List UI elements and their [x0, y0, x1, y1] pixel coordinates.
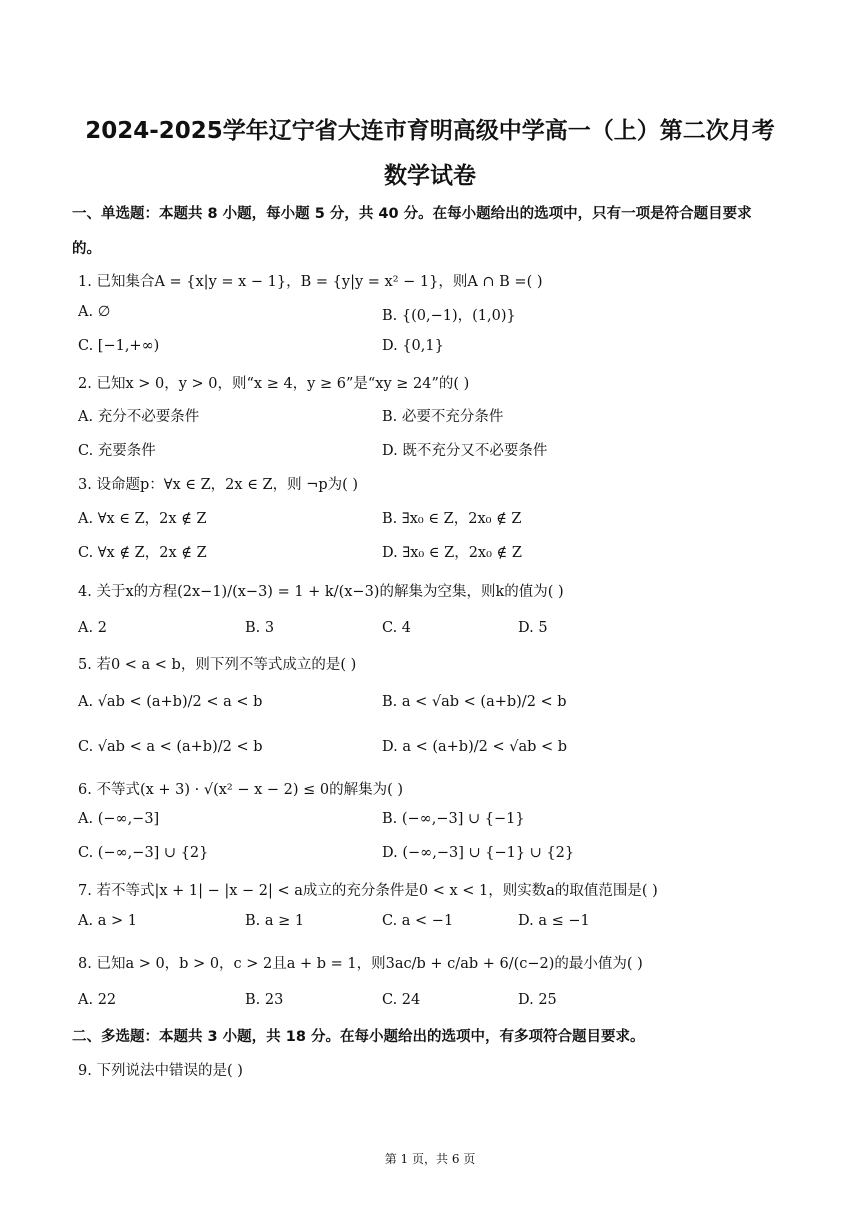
question-8-option-a: A. 22 [78, 992, 117, 1008]
paper-title-line1: 2024-2025学年辽宁省大连市育明高级中学高一（上）第二次月考 [85, 118, 775, 144]
question-3-stem: 3. 设命题p：∀x ∈ Z，2x ∈ Z，则 ¬p为( ) [78, 477, 359, 493]
question-6-option-a: A. (−∞,−3] [78, 811, 160, 827]
page-footer: 第 1 页，共 6 页 [384, 1152, 476, 1166]
question-5-option-d: D. a < (a+b)/2 < √ab < b [382, 739, 568, 755]
question-7-option-a: A. a > 1 [78, 913, 137, 929]
paper-title-line2: 数学试卷 [384, 163, 476, 189]
question-7-option-b: B. a ≥ 1 [245, 913, 305, 929]
question-1-option-c: C. [−1,+∞) [78, 338, 160, 354]
question-1-option-d: D. {0,1} [382, 338, 444, 354]
question-8-option-b: B. 23 [245, 992, 284, 1008]
question-8-option-c: C. 24 [382, 992, 421, 1008]
question-3-option-a: A. ∀x ∈ Z，2x ∉ Z [78, 511, 207, 527]
question-1-option-a: A. ∅ [78, 304, 111, 320]
question-1-option-b: B. {(0,−1)，(1,0)} [382, 308, 516, 324]
question-9-stem: 9. 下列说法中错误的是( ) [78, 1063, 243, 1079]
question-2-stem: 2. 已知x > 0，y > 0，则“x ≥ 4，y ≥ 6”是“xy ≥ 24”的( ) [78, 376, 470, 392]
question-5-option-a: A. √ab < (a+b)/2 < a < b [78, 694, 263, 710]
question-3-option-b: B. ∃x₀ ∈ Z，2x₀ ∉ Z [382, 511, 522, 527]
question-7-stem: 7. 若不等式|x + 1| − |x − 2| < a成立的充分条件是0 < x < 1，则实数a的取值范围是( ) [78, 883, 658, 899]
question-4-option-c: C. 4 [382, 620, 412, 636]
question-7-option-c: C. a < −1 [382, 913, 454, 929]
question-4-option-d: D. 5 [518, 620, 548, 636]
question-8-option-d: D. 25 [518, 992, 557, 1008]
question-4-option-b: B. 3 [245, 620, 275, 636]
question-2-option-b: B. 必要不充分条件 [382, 409, 504, 425]
section-heading-single-choice: 一、单选题：本题共 8 小题，每小题 5 分，共 40 分。在每小题给出的选项中，只有一项是符合题目要求 [72, 206, 752, 222]
section-heading-multiple-choice: 二、多选题：本题共 3 小题，共 18 分。在每小题给出的选项中，有多项符合题目要求。 [72, 1029, 645, 1045]
question-6-option-d: D. (−∞,−3] ∪ {−1} ∪ {2} [382, 845, 575, 861]
question-1-stem: 1. 已知集合A = {x|y = x − 1}，B = {y|y = x² − 1}，则A ∩ B =( ) [78, 274, 543, 290]
question-7-option-d: D. a ≤ −1 [518, 913, 590, 929]
question-5-option-c: C. √ab < a < (a+b)/2 < b [78, 739, 263, 755]
question-3-option-c: C. ∀x ∉ Z，2x ∉ Z [78, 545, 207, 561]
question-5-stem: 5. 若0 < a < b，则下列不等式成立的是( ) [78, 657, 357, 673]
question-5-option-b: B. a < √ab < (a+b)/2 < b [382, 694, 567, 710]
question-3-option-d: D. ∃x₀ ∈ Z，2x₀ ∉ Z [382, 545, 522, 561]
question-8-stem: 8. 已知a > 0，b > 0，c > 2且a + b = 1，则3ac/b + c/ab + 6/(c−2)的最小值为( ) [78, 956, 643, 972]
question-2-option-d: D. 既不充分又不必要条件 [382, 443, 548, 459]
question-6-option-c: C. (−∞,−3] ∪ {2} [78, 845, 209, 861]
question-2-option-c: C. 充要条件 [78, 443, 156, 459]
question-6-stem: 6. 不等式(x + 3) · √(x² − x − 2) ≤ 0的解集为( ) [78, 782, 404, 798]
question-6-option-b: B. (−∞,−3] ∪ {−1} [382, 811, 525, 827]
section-heading-single-choice-cont: 的。 [72, 241, 101, 257]
question-2-option-a: A. 充分不必要条件 [78, 409, 200, 425]
question-4-stem: 4. 关于x的方程(2x−1)/(x−3) = 1 + k/(x−3)的解集为空集，则k的值为( ) [78, 584, 564, 600]
question-4-option-a: A. 2 [78, 620, 107, 636]
